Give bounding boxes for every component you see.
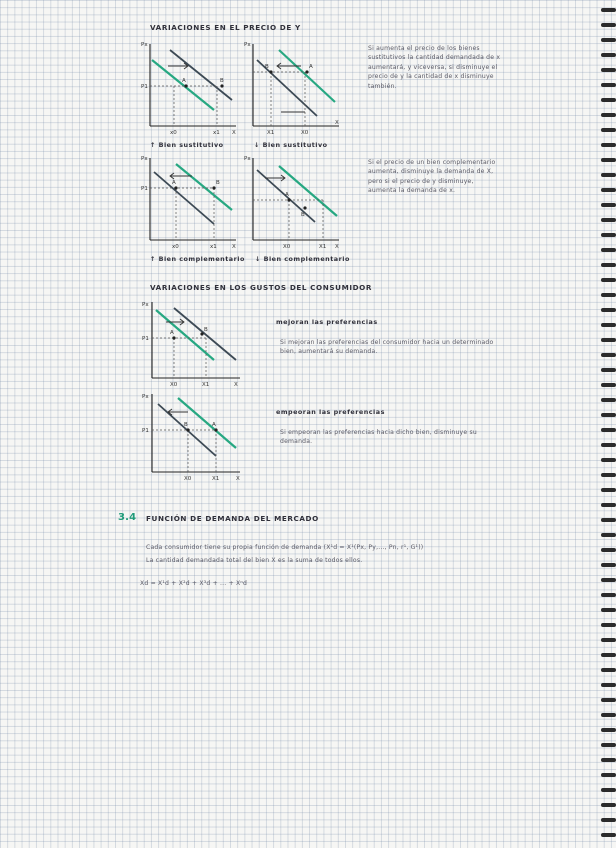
- graph-6-x-label: X: [236, 476, 240, 482]
- market-demand-formula: Xd = X¹d + X²d + X³d + ... + Xⁿd: [140, 580, 248, 587]
- spiral-ring: [601, 353, 616, 357]
- graph-5-x0: X0: [170, 382, 178, 388]
- spiral-ring: [601, 278, 616, 282]
- spiral-ring: [601, 158, 616, 162]
- spiral-ring: [601, 83, 616, 87]
- caption-complement-decrease: ↓ Bien complementario: [255, 255, 350, 263]
- spiral-ring: [601, 8, 616, 12]
- spiral-ring: [601, 533, 616, 537]
- graph-1-point-b: B: [220, 78, 224, 84]
- text-preferences-improve: Si mejoran las preferencias del consumidor hacia un determinado bien, aumentará su demanda.: [280, 339, 494, 356]
- spiral-ring: [601, 128, 616, 132]
- graph-4-point-b: B: [301, 212, 305, 218]
- graph-4-y-label: Px: [244, 156, 251, 162]
- graph-3-point-b: B: [216, 180, 220, 186]
- section-title-price-variations: VARIACIONES EN EL PRECIO DE Y: [150, 23, 301, 32]
- graph-complement-decrease: [243, 152, 343, 256]
- graph-3-point-a: A: [172, 180, 176, 186]
- graph-2-point-b: B: [265, 64, 269, 70]
- spiral-ring: [601, 293, 616, 297]
- heading-preferences-improve: mejoran las preferencias: [276, 318, 378, 326]
- section-title-market-demand: FUNCIÓN DE DEMANDA DEL MERCADO: [146, 514, 319, 523]
- spiral-ring: [601, 638, 616, 642]
- spiral-ring: [601, 188, 616, 192]
- spiral-ring: [601, 368, 616, 372]
- spiral-ring: [601, 143, 616, 147]
- spiral-ring: [601, 113, 616, 117]
- spiral-ring: [601, 233, 616, 237]
- spiral-ring: [601, 38, 616, 42]
- graph-1-price-label: P1: [141, 84, 148, 90]
- graph-preferences-improve: [140, 298, 245, 394]
- graph-2-x-label: X: [335, 120, 339, 126]
- graph-2-y-label: Px: [244, 42, 251, 48]
- graph-4-x-label: X: [335, 244, 339, 250]
- spiral-ring: [601, 503, 616, 507]
- spiral-ring: [601, 668, 616, 672]
- spiral-ring: [601, 473, 616, 477]
- text-preferences-worsen: Si empeoran las preferencias hacia dicho bien, disminuye su demanda.: [280, 429, 477, 446]
- graph-1-point-a: A: [182, 78, 186, 84]
- spiral-ring: [601, 428, 616, 432]
- spiral-ring: [601, 788, 616, 792]
- spiral-ring: [601, 593, 616, 597]
- graph-substitute-increase: [140, 38, 240, 142]
- spiral-ring: [601, 803, 616, 807]
- spiral-ring: [601, 398, 616, 402]
- graph-2-x1: X1: [267, 130, 275, 136]
- spiral-ring: [601, 623, 616, 627]
- graph-5-x1: X1: [202, 382, 210, 388]
- graph-1-x1: x1: [213, 130, 220, 136]
- spiral-ring: [601, 23, 616, 27]
- graph-6-x1: X0: [184, 476, 192, 482]
- section-title-consumer-tastes: VARIACIONES EN LOS GUSTOS DEL CONSUMIDOR: [150, 283, 373, 292]
- graph-preferences-worsen: [140, 390, 245, 486]
- graph-2-x0: X0: [301, 130, 309, 136]
- graph-5-y-label: Px: [142, 302, 149, 308]
- graph-6-x0: X1: [212, 476, 220, 482]
- spiral-ring: [601, 413, 616, 417]
- spiral-ring: [601, 338, 616, 342]
- spiral-binding: [598, 0, 616, 848]
- graph-5-point-a: A: [170, 330, 174, 336]
- graph-3-x0: x0: [172, 244, 179, 250]
- spiral-ring: [601, 758, 616, 762]
- spiral-ring: [601, 263, 616, 267]
- graph-1-y-label: Px: [141, 42, 148, 48]
- spiral-ring: [601, 203, 616, 207]
- spiral-ring: [601, 698, 616, 702]
- spiral-ring: [601, 488, 616, 492]
- spiral-ring: [601, 458, 616, 462]
- section-number: 3.4: [118, 512, 137, 523]
- spiral-ring: [601, 173, 616, 177]
- spiral-ring: [601, 728, 616, 732]
- spiral-ring: [601, 773, 616, 777]
- graph-4-x0: X0: [283, 244, 291, 250]
- graph-1-x-label: X: [232, 130, 236, 136]
- spiral-ring: [601, 608, 616, 612]
- heading-preferences-worsen: empeoran las preferencias: [276, 408, 385, 416]
- caption-substitute-decrease: ↓ Bien sustitutivo: [254, 141, 328, 149]
- spiral-ring: [601, 743, 616, 747]
- caption-substitute-increase: ↑ Bien sustitutivo: [150, 141, 224, 149]
- spiral-ring: [601, 548, 616, 552]
- graph-6-y-label: Px: [142, 394, 149, 400]
- graph-complement-increase: [140, 152, 240, 256]
- graph-3-price-label: P1: [141, 186, 148, 192]
- spiral-ring: [601, 683, 616, 687]
- spiral-ring: [601, 308, 616, 312]
- spiral-ring: [601, 383, 616, 387]
- market-demand-line-2: La cantidad demandada total del bien X es la suma de todos ellos.: [146, 557, 363, 564]
- caption-complement-increase: ↑ Bien complementario: [150, 255, 245, 263]
- spiral-ring: [601, 833, 616, 837]
- graph-4-x1: X1: [319, 244, 327, 250]
- spiral-ring: [601, 248, 616, 252]
- spiral-ring: [601, 443, 616, 447]
- spiral-ring: [601, 98, 616, 102]
- graph-6-point-b: B: [184, 422, 188, 428]
- spiral-ring: [601, 518, 616, 522]
- spiral-ring: [601, 53, 616, 57]
- graph-5-point-b: B: [204, 327, 208, 333]
- graph-3-x1: x1: [210, 244, 217, 250]
- graph-6-point-a: A: [212, 422, 216, 428]
- spiral-ring: [601, 653, 616, 657]
- graph-substitute-decrease: [243, 38, 343, 142]
- spiral-ring: [601, 218, 616, 222]
- market-demand-line-1: Cada consumidor tiene su propia función de demanda (X¹d = X¹(Px, Py,..., Pn, r¹, G¹)): [146, 544, 424, 551]
- spiral-ring: [601, 68, 616, 72]
- graph-1-x0: x0: [170, 130, 177, 136]
- graph-6-price-label: P1: [142, 428, 149, 434]
- spiral-ring: [601, 713, 616, 717]
- spiral-ring: [601, 578, 616, 582]
- note-complement: Si el precio de un bien complementario aumenta, disminuye la demanda de X, pero si el precio de y disminuye, aumenta la demanda de x.: [368, 159, 496, 195]
- spiral-ring: [601, 563, 616, 567]
- graph-5-price-label: P1: [142, 336, 149, 342]
- graph-5-x-label: X: [234, 382, 238, 388]
- note-substitute: Si aumenta el precio de los bienes sustitutivos la cantidad demandada de x aumentará, y viceversa, si disminuye el precio de y la cantidad de x disminuye también.: [368, 45, 501, 90]
- spiral-ring: [601, 818, 616, 822]
- graph-4-point-a: A: [285, 192, 289, 198]
- graph-2-point-a: A: [309, 64, 313, 70]
- graph-3-y-label: Px: [141, 156, 148, 162]
- graph-3-x-label: X: [232, 244, 236, 250]
- spiral-ring: [601, 323, 616, 327]
